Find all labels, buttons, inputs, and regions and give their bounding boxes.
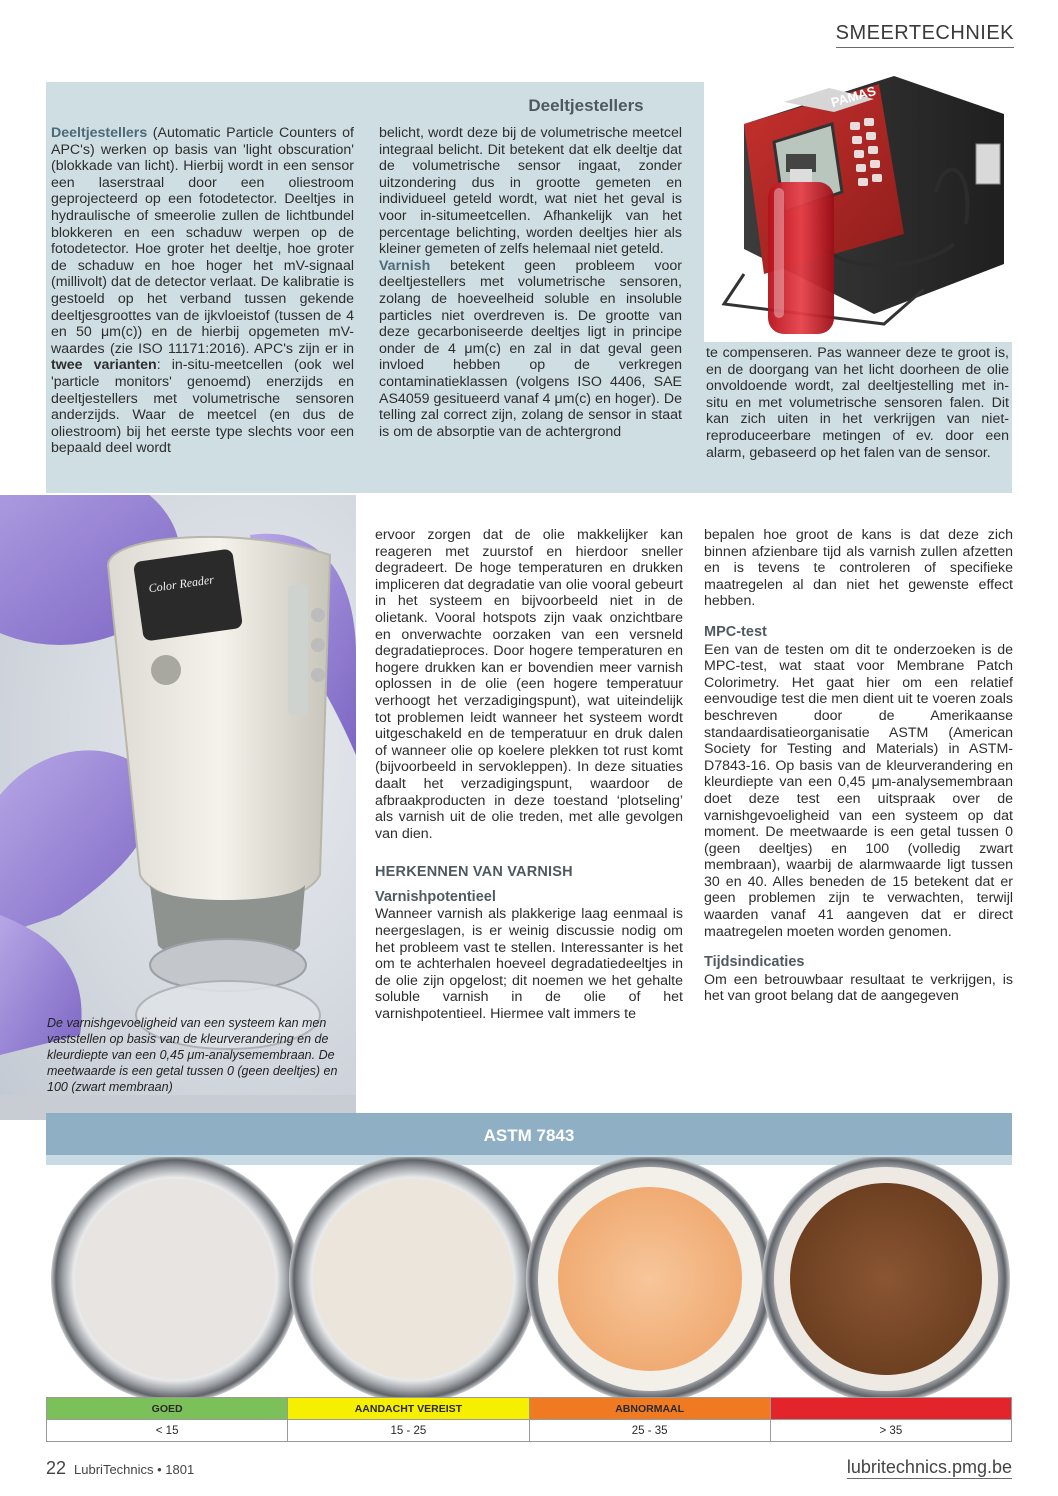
article-text-2: Wanneer varnish als plakkerige laag eenmaal is neergeslagen, is er weinig discussie nodig om het probleem vast te stellen. Interessanter is het om te achterhalen hoeveel degradatiedeeltjes in de olie zijn opgelost; dit noemen we het gehalte soluble varnish in de olie of het varnishpotentieel. Hiermee valt immers te: [375, 906, 683, 1023]
article-text-1: ervoor zorgen dat de olie makkelijker kan reageren met zuurstof en hierdoor sneller degradeert. De hoge temperaturen en drukken impliceren dat degradatie van olie vooral gebeurt in het systeem en bijvoorbeeld niet in de olietank. Vooral hotspots zijn vaak onzichtbare en onverwachte oorzaken van een versneld degradatieproces. Door hogere temperaturen en hogere drukken kan er bovendien meer varnish oplossen in de olie (een hogere temperatuur verhoogt het verzadigingspunt), wat uiteindelijk tot problemen leidt wanneer het systeem wordt uitgeschakeld en de temperatuur en druk dalen of wanneer olie op koelere plekken tot rust komt (bijvoorbeeld in servokleppen). In deze situaties daalt het verzadigingspunt, waardoor de afbraakproducten in deze toestand ‘plotseling’ als varnish uit de olie treden, met alle gevolgen van dien.: [375, 527, 683, 842]
subheading-varnishpotentieel: Varnishpotentieel: [375, 888, 496, 905]
membrane-dish-3: [526, 1157, 774, 1403]
astm-title: ASTM 7843: [46, 1113, 1012, 1155]
sidebar-text-4: te compenseren. Pas wanneer deze te groot is, en de doorgang van het licht doorheen de olie onvoldoende wordt, zal deeltjestelling met in-situ en met volumetrische sensoren falen. Dit kan zich uiten in het verkrijgen van niet-reproduceerbare metingen of ev. door een alarm, gebaseerd op het falen van de sensor.: [706, 345, 1009, 461]
scale-label-kritiek: KRITIEK: [770, 1398, 1011, 1420]
sidebar-column-3: [706, 345, 1009, 461]
lead-term: Deeltjestellers: [51, 125, 148, 141]
sidebar-column-1: [51, 125, 354, 457]
subheading-mpc-test: MPC-test: [704, 623, 767, 640]
sidebar-column-2: [379, 125, 682, 440]
membrane-dish-1: [51, 1157, 299, 1403]
article-column-2: [375, 527, 683, 1023]
scale-label-goed: GOED: [47, 1398, 288, 1420]
subheading-tijdsindicaties: Tijdsindicaties: [704, 954, 805, 971]
particle-counter-photo: [704, 74, 1012, 342]
scale-range-aandacht: 15 - 25: [288, 1420, 529, 1442]
color-reader-label: Color Reader: [147, 572, 215, 596]
sidebar-text-2: belicht, wordt deze bij de volumetrische meetcel integraal belicht. Dit betekent dat elk deeltje dat de volumetrische sensor ingaat, zonder uitzondering dus in grootte gemeten en individueel geteld wordt, wat niet het geval is voor in-situmeetcellen. Afhankelijk van het percentage belichting, worden deeltjes hier als kleiner gemeten of zelfs helemaal niet geteld.: [379, 125, 682, 258]
sidebar-text-1: (Automatic Particle Counters of APC's) werken op basis van 'light obscuration' (blokkade van licht). Hierbij wordt in een sensor een laserstraal door een oliestroom geprojecteerd op een fotodetector. Deeltjes in hydraulische of smeerolie zullen de lichtbundel blokkeren en een schaduw werpen op de fotodetector. Hoe groter het deeltje, hoe groter de schaduw en hoe hoger het mV-signaal (millivolt) dat de detector verlaat. De kalibratie is gestoeld op het verband tussen gekende deeltjesgroottes van de ijkvloeistof (tussen de 4 en 50 μm(c)) en de hierbij opgemeten mV-waardes (zie ISO 11171:2016). APC's zijn er in: [51, 125, 354, 357]
magazine-name: LubriTechnics • 1801: [74, 1462, 195, 1477]
page-number: 22: [46, 1458, 67, 1478]
footer-left: [46, 1458, 194, 1479]
photo-caption: De varnishgevoeligheid van een systeem kan men vaststellen op basis van de kleurverandering en de kleurdiepte van een 0,45 μm-analysemembraan. De meetwaarde is een getal tussen 0 (geen deeltjes) en 100 (zwart membraan): [47, 1016, 338, 1094]
section-label: SMEERTECHNIEK: [836, 22, 1014, 48]
astm-scale-table: [46, 1397, 1012, 1442]
scale-label-abnormaal: ABNORMAAL: [529, 1398, 770, 1420]
astm-figure: [46, 1113, 1012, 1445]
scale-label-aandacht: AANDACHT VEREIST: [288, 1398, 529, 1420]
membrane-dishes: [46, 1157, 1012, 1403]
article-text-5: Om een betrouwbaar resultaat te verkrijgen, is het van groot belang dat de aangegeven: [704, 971, 1013, 1005]
scale-range-abnormaal: 25 - 35: [529, 1420, 770, 1442]
bold-term: twee varianten: [51, 357, 157, 374]
section-heading: HERKENNEN VAN VARNISH: [375, 864, 573, 881]
device-brand-text: PAMAS: [829, 83, 878, 111]
lead-term-varnish: Varnish: [379, 257, 431, 274]
article-text-4: Een van de testen om dit te onderzoeken is de MPC-test, wat staat voor Membrane Patch Colorimetry. Het gaat hier om een relatief eenvoudige test die men dient uit te voeren zoals beschreven door de Amerikaanse standaardisatieorganisatie ASTM (American Society for Testing and Materials) in ASTM-D7843-16. Op basis van de kleurverandering en kleurdiepte van een 0,45 μm-analysemembraan doet deze test een uitspraak over de varnishgevoeligheid van een systeem op dat moment. De meetwaarde is een getal tussen 0 (geen deeltjes) en 100 (volledig zwart membraan), waarbij de alarmwaarde ligt tussen 30 en 40. Alles beneden de 15 betekent dat er geen problemen zijn te verwachten, terwijl waarden vanaf 41 aangeven dat er direct maatregelen moeten worden genomen.: [704, 641, 1013, 940]
scale-range-kritiek: > 35: [770, 1420, 1011, 1442]
sidebar-title: Deeltjestellers: [528, 96, 644, 115]
scale-range-goed: < 15: [47, 1420, 288, 1442]
article-column-3: [704, 527, 1013, 1005]
membrane-dish-4: [762, 1157, 1010, 1403]
sidebar-text-1b: : in-situ-meetcellen (ook wel 'particle monitors' genoemd) enerzijds en deeltjestellers met volumetrische sensoren anderzijds. Waar de meetcel (en dus de oliestroom) bij het eerste type slechts voor een bepaald deel wordt: [51, 357, 354, 457]
footer-url[interactable]: lubritechnics.pmg.be: [846, 1457, 1012, 1477]
article-text-3: bepalen hoe groot de kans is dat deze zich binnen afzienbare tijd als varnish zullen afzetten en is tevens te controleren of specifieke maatregelen al dan niet het gewenste effect hebben.: [704, 527, 1013, 610]
membrane-dish-2: [289, 1157, 537, 1403]
sidebar-text-3: betekent geen probleem voor deeltjestellers met volumetrische sensoren, zolang de hoeveelheid soluble en insoluble particles niet overdreven is. De grootte van deze gecarboniseerde deeltjes ligt in principe onder de 4 μm(c) en zal in dat geval geen invloed hebben op de verkregen contaminatieklassen (volgens ISO 4406, SAE AS4059 gesitueerd vanaf 4 μm(c) en hoger). De telling zal correct zijn, zolang de sensor in staat is om de absorptie van de achtergrond: [379, 257, 682, 440]
